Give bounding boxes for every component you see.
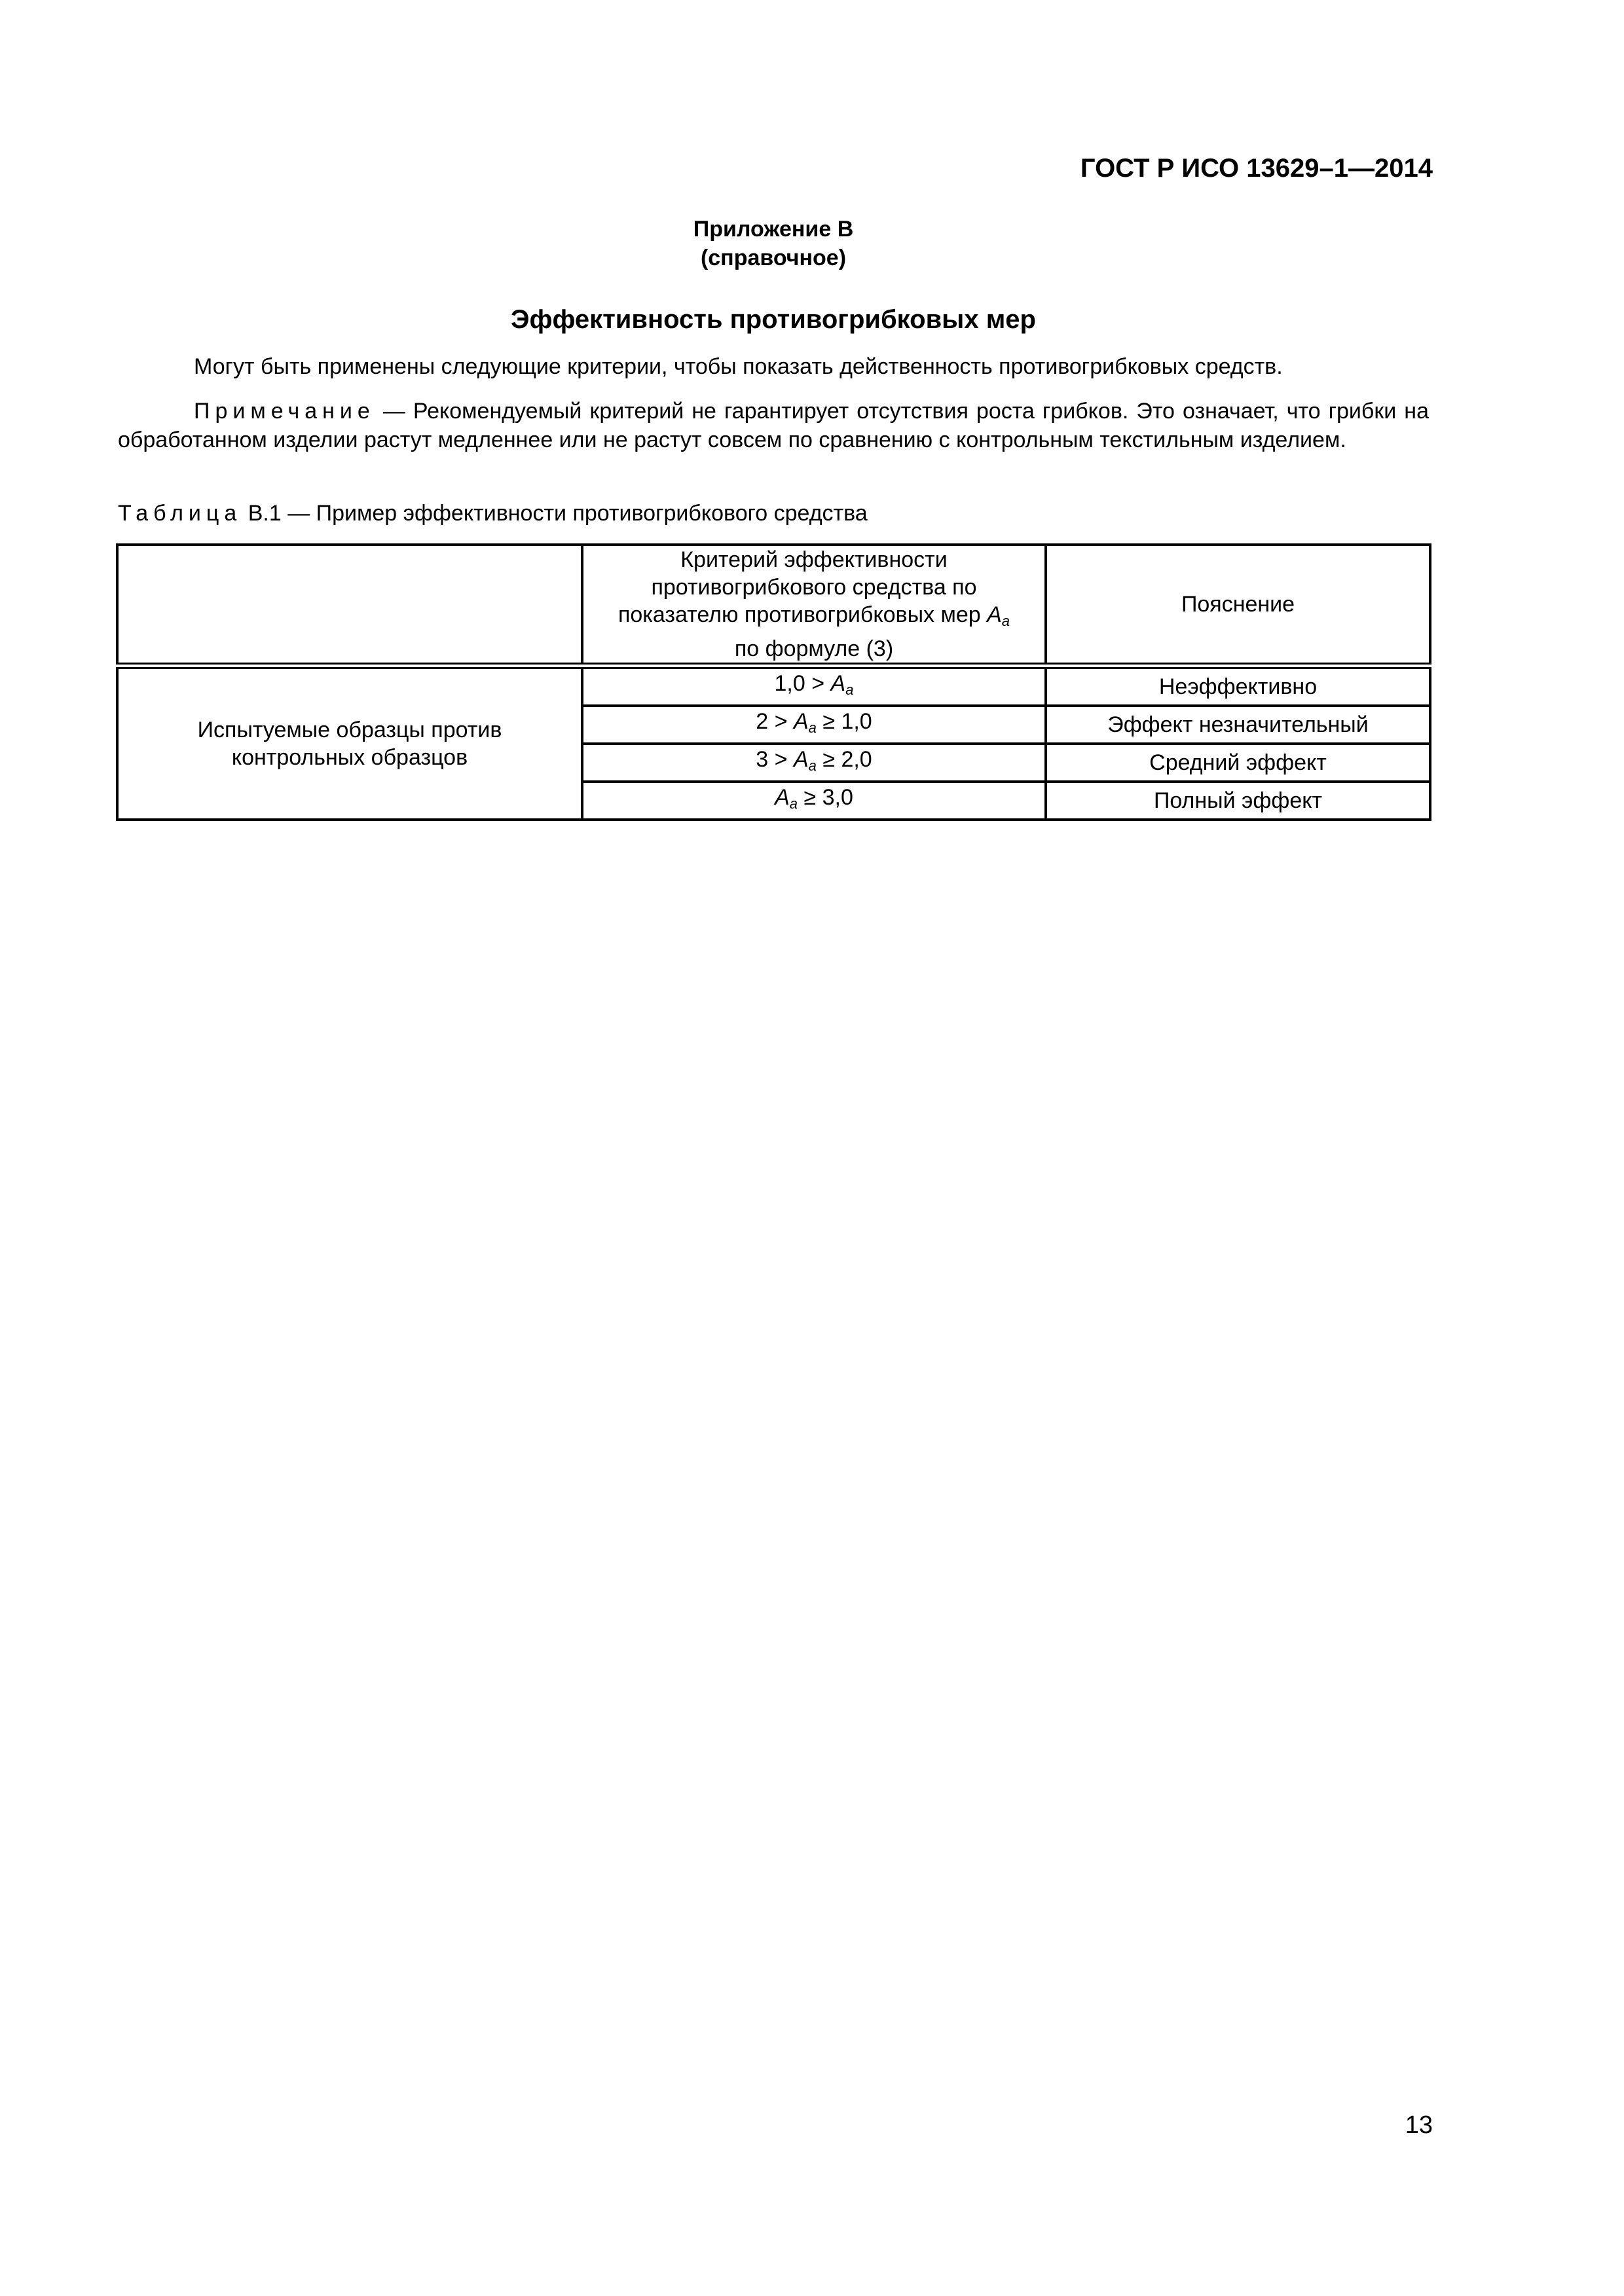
criterion-cell [582, 706, 1046, 744]
criterion-prefix: 3 > [756, 747, 794, 772]
criterion-symbol: A [987, 602, 1002, 627]
explanation-cell: Эффект незначительный [1046, 706, 1430, 744]
criterion-symbol-sub: a [808, 720, 817, 736]
criterion-cell [582, 744, 1046, 782]
criterion-symbol-sub: a [808, 757, 817, 774]
note-paragraph [118, 397, 1429, 454]
criterion-header-tail: по формуле (3) [734, 636, 894, 661]
row-label-cell: Испытуемые образцы против контрольных образцов [117, 666, 582, 820]
table-header-row [117, 545, 1430, 666]
criterion-cell [582, 782, 1046, 820]
intro-paragraph: Могут быть применены следующие критерии, чтобы показать действенность противогрибковых средств. [194, 354, 1283, 379]
criterion-symbol: A [793, 747, 809, 772]
criterion-prefix: 1,0 > [774, 671, 831, 696]
section-title: Эффективность противогрибковых мер [511, 305, 1036, 334]
table-caption [118, 499, 868, 528]
appendix-title: Приложение В [693, 217, 854, 242]
note-label: Примечание [194, 399, 375, 424]
criterion-symbol-sub: a [845, 682, 854, 698]
header-cell-criterion [582, 545, 1046, 666]
header-cell-explanation: Пояснение [1046, 545, 1430, 666]
criterion-symbol-sub: a [1001, 613, 1010, 629]
criterion-suffix: ≥ 1,0 [816, 709, 872, 734]
header-cell-empty [117, 545, 582, 666]
criterion-suffix: ≥ 3,0 [798, 785, 853, 810]
criterion-symbol-sub: a [789, 795, 798, 812]
criterion-symbol: A [830, 671, 846, 696]
criterion-header-text: Критерий эффективности противогрибкового средства по показателю противогрибковых мер [618, 547, 981, 627]
criterion-suffix: ≥ 2,0 [816, 747, 872, 772]
table-caption-label: Таблица [118, 501, 242, 526]
appendix-subtitle: (справочное) [700, 246, 847, 270]
explanation-cell: Средний эффект [1046, 744, 1430, 782]
explanation-cell: Полный эффект [1046, 782, 1430, 820]
criterion-symbol: A [775, 785, 790, 810]
criterion-prefix: 2 > [756, 709, 794, 734]
table-row [117, 666, 1430, 706]
table-caption-text: В.1 — Пример эффективности противогрибкового средства [242, 501, 868, 526]
document-code: ГОСТ Р ИСО 13629–1—2014 [1080, 154, 1433, 183]
criterion-cell [582, 666, 1046, 706]
criterion-symbol: A [793, 709, 809, 734]
explanation-cell: Неэффективно [1046, 666, 1430, 706]
page-number: 13 [1405, 2111, 1433, 2139]
efficiency-table [116, 543, 1429, 821]
note-text: — Рекомендуемый критерий не гарантирует отсутствия роста грибков. Это означает, что грибки на обработанном изделии растут медленнее или не растут совсем по сравнению с контрольным текстильным изделием. [118, 399, 1429, 452]
